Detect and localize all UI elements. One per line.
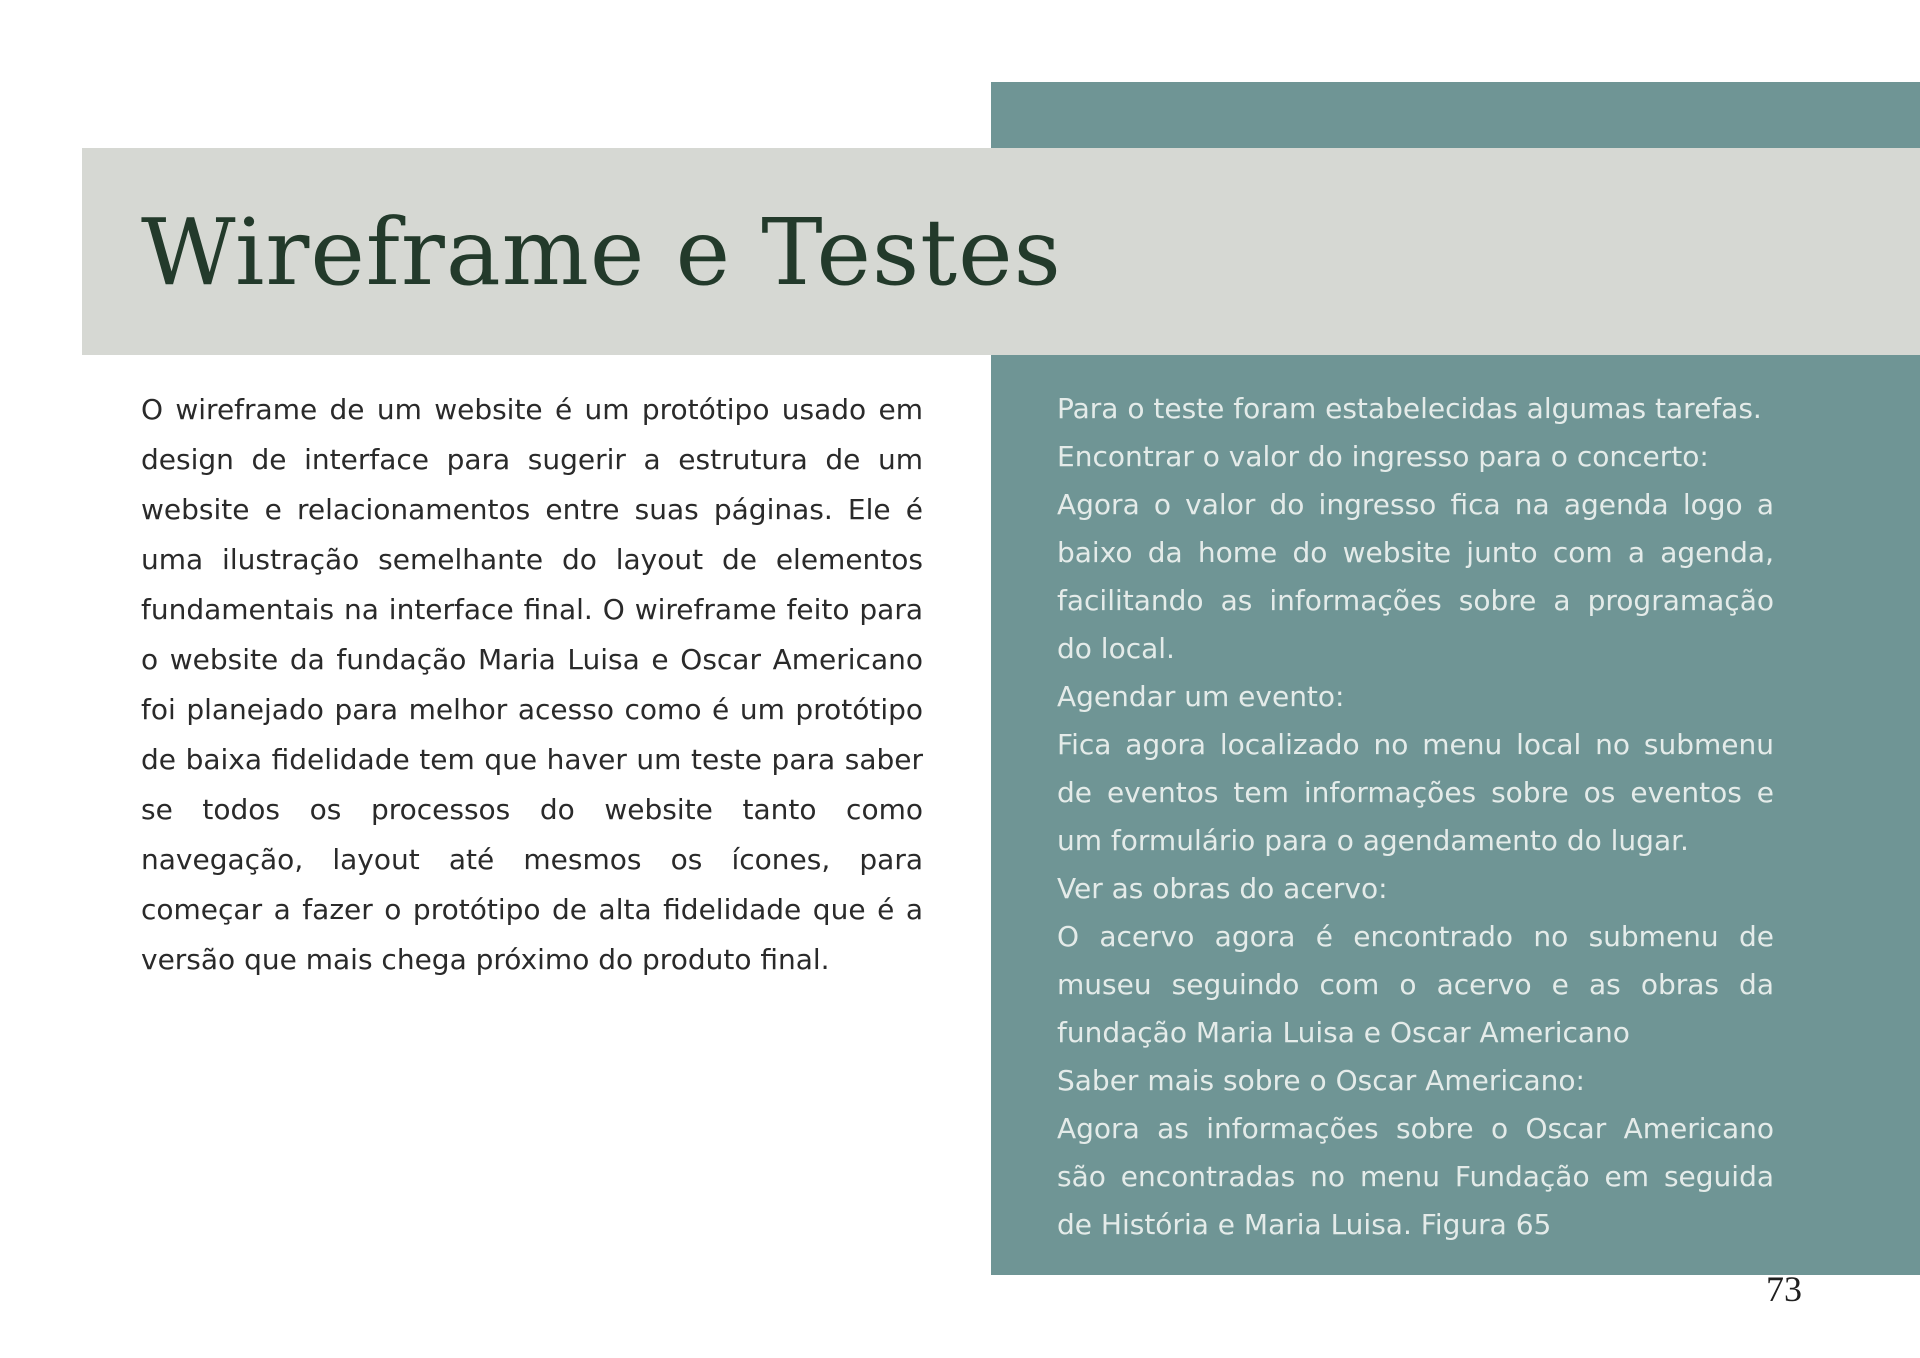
task-heading-ticket-price: Encontrar o valor do ingresso para o concerto: — [1057, 440, 1709, 473]
task-heading-schedule-event: Agendar um evento: — [1057, 680, 1345, 713]
task-heading-oscar-americano: Saber mais sobre o Oscar Americano: — [1057, 1064, 1585, 1097]
page-title: Wireframe e Testes — [141, 199, 1062, 306]
task-heading-collection: Ver as obras do acervo: — [1057, 872, 1388, 905]
task-answer-oscar-americano: Agora as informações sobre o Oscar Americano são encontradas no menu Fundação em seguida de História e Maria Luisa. Figura 65 — [1057, 1112, 1774, 1241]
intro-paragraph: O wireframe de um website é um protótipo usado em design de interface para sugerir a estrutura de um website e relacionamentos entre suas páginas. Ele é uma ilustração semelhante do layout de elementos fundamentais na interface final. O wireframe feito para o website da fundação Maria Luisa e Oscar Americano foi planejado para melhor acesso como é um protótipo de baixa fidelidade tem que haver um teste para saber se todos os processos do website tanto como navegação, layout até mesmos os ícones, para começar a fazer o protótipo de alta fidelidade que é a versão que mais chega próximo do produto final. — [141, 393, 923, 976]
tasks-intro: Para o teste foram estabelecidas algumas tarefas. — [1057, 392, 1762, 425]
task-answer-collection: O acervo agora é encontrado no submenu de museu seguindo com o acervo e as obras da fundação Maria Luisa e Oscar Americano — [1057, 920, 1774, 1049]
task-answer-schedule-event: Fica agora localizado no menu local no submenu de eventos tem informações sobre os eventos e um formulário para o agendamento do lugar. — [1057, 728, 1774, 857]
task-answer-ticket-price: Agora o valor do ingresso fica na agenda logo a baixo da home do website junto com a agenda, facilitando as informações sobre a programação do local. — [1057, 488, 1774, 665]
test-tasks-text — [1057, 385, 1774, 1249]
page-number: 73 — [1766, 1269, 1802, 1309]
